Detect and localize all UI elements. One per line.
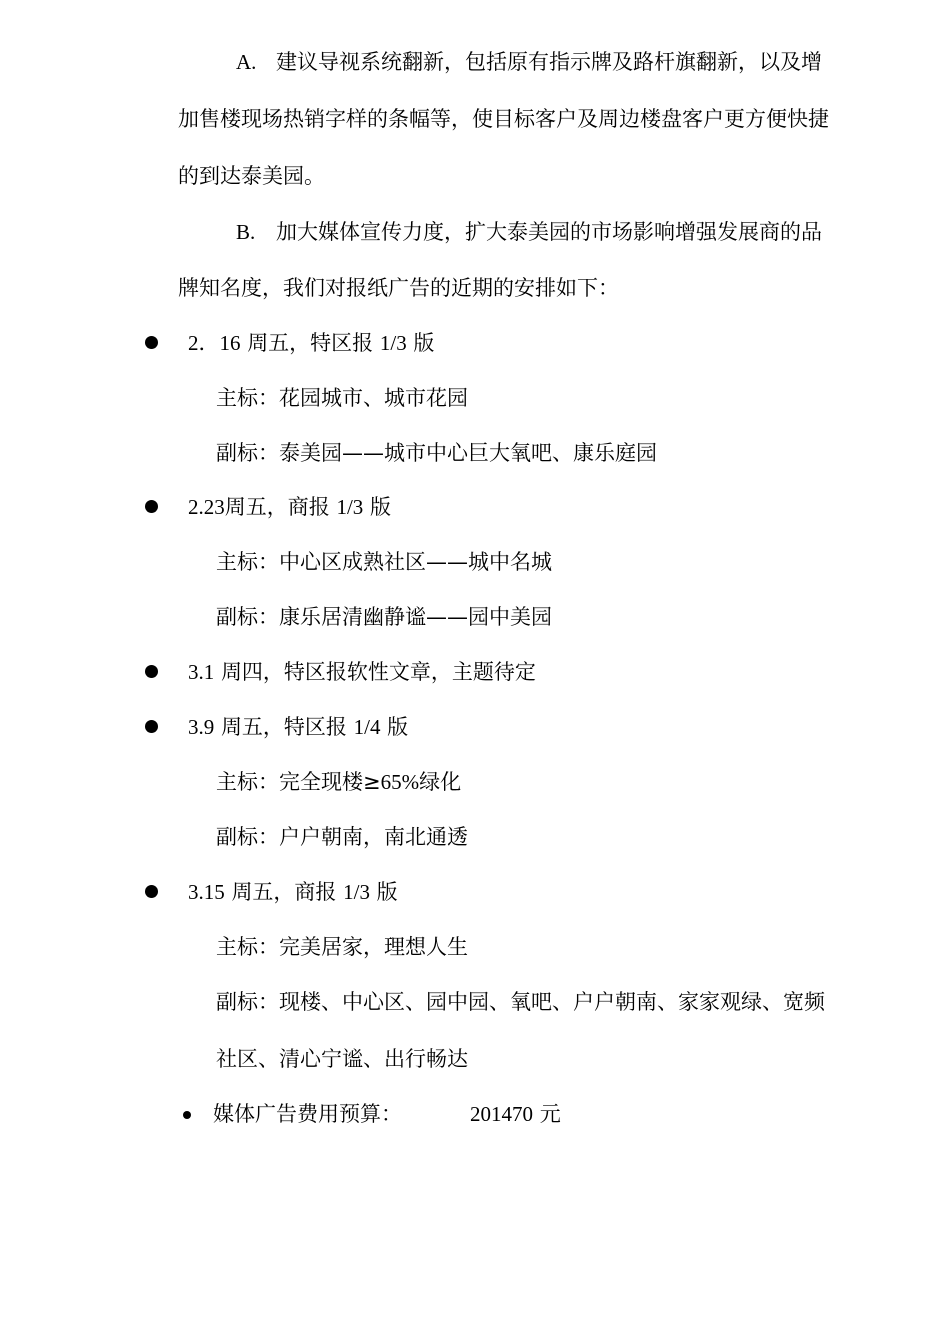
schedule-item-2-sub (216, 603, 552, 631)
schedule-item-5-heading (188, 878, 398, 906)
schedule-item-5-sub-cont: 社区、清心宁谧、出行畅达 (216, 1047, 468, 1071)
bullet-icon (145, 885, 158, 898)
schedule-size: 1/3 (379, 331, 407, 355)
schedule-item-5-main (216, 933, 468, 961)
main-title-text-end: 绿化 (419, 770, 462, 794)
schedule-item-1-sub (216, 439, 657, 467)
schedule-item-4-heading (188, 713, 408, 741)
schedule-desc: 周五，商报 (224, 495, 330, 519)
main-title-text: 花园城市、城市花园 (279, 386, 468, 410)
schedule-unit: 版 (376, 880, 398, 904)
schedule-item-3-heading (188, 658, 536, 686)
schedule-date: 3.9 (188, 715, 215, 739)
bullet-icon (145, 336, 158, 349)
schedule-unit: 版 (413, 331, 435, 355)
schedule-unit: 版 (387, 715, 409, 739)
sub-title-label: 副标： (216, 990, 279, 1014)
schedule-item-4-sub (216, 823, 468, 851)
sub-title-text: 康乐居清幽静谧——园中美园 (279, 605, 552, 629)
main-title-text: 完全现楼≥ (279, 770, 381, 794)
paragraph-a-line-3: 的到达泰美园。 (178, 164, 325, 188)
sub-title-text: 现楼、中心区、园中园、氧吧、户户朝南、家家观绿、宽频 (279, 990, 825, 1014)
schedule-item-4-main (216, 768, 461, 796)
paragraph-a-line-1 (236, 48, 822, 76)
sub-title-label: 副标： (216, 825, 279, 849)
paragraph-b-line-2: 牌知名度，我们对报纸广告的近期的安排如下： (178, 276, 619, 300)
paragraph-b-label: B. (236, 220, 256, 244)
sub-title-text: 泰美园——城市中心巨大氧吧、康乐庭园 (279, 441, 657, 465)
paragraph-b-text-1: 加大媒体宣传力度，扩大泰美园的市场影响增强发展商的品 (276, 220, 822, 244)
main-title-label: 主标： (216, 770, 279, 794)
sub-title-label: 副标： (216, 441, 279, 465)
paragraph-a-label: A. (236, 50, 257, 74)
main-title-label: 主标： (216, 386, 279, 410)
paragraph-a-text-1: 建议导视系统翻新，包括原有指示牌及路杆旗翻新，以及增 (276, 50, 822, 74)
budget-unit: 元 (539, 1102, 561, 1126)
schedule-date: 2.23 (188, 495, 225, 519)
budget-value (470, 1100, 561, 1128)
schedule-desc: 周五，特区报 (220, 715, 347, 739)
main-title-text: 完美居家，理想人生 (279, 935, 468, 959)
main-title-label: 主标： (216, 935, 279, 959)
schedule-unit: 版 (369, 495, 391, 519)
main-title-label: 主标： (216, 550, 279, 574)
schedule-item-1-heading (188, 329, 434, 357)
schedule-item-2-main (216, 548, 552, 576)
bullet-icon (145, 500, 158, 513)
paragraph-a-line-2: 加售楼现场热销字样的条幅等，使目标客户及周边楼盘客户更方便快捷 (178, 107, 829, 131)
schedule-date: 2．16 (188, 331, 241, 355)
bullet-icon (145, 720, 158, 733)
schedule-desc: 周四，特区报软性文章，主题待定 (220, 660, 536, 684)
bullet-icon (183, 1111, 191, 1119)
schedule-size: 1/4 (353, 715, 381, 739)
main-title-text: 中心区成熟社区——城中名城 (279, 550, 552, 574)
budget-amount: 201470 (470, 1102, 533, 1126)
schedule-size: 1/3 (343, 880, 370, 904)
main-title-number: 65% (380, 770, 420, 794)
schedule-item-5-sub (216, 988, 825, 1016)
schedule-date: 3.15 (188, 880, 225, 904)
schedule-size: 1/3 (336, 495, 364, 519)
paragraph-b-line-1 (236, 218, 822, 246)
budget-label: 媒体广告费用预算： (213, 1102, 402, 1126)
sub-title-label: 副标： (216, 605, 279, 629)
schedule-item-2-heading (188, 493, 391, 521)
schedule-item-1-main (216, 384, 468, 412)
schedule-desc: 周五，特区报 (247, 331, 374, 355)
schedule-desc: 周五，商报 (231, 880, 337, 904)
schedule-date: 3.1 (188, 660, 215, 684)
sub-title-text: 户户朝南，南北通透 (279, 825, 468, 849)
bullet-icon (145, 665, 158, 678)
